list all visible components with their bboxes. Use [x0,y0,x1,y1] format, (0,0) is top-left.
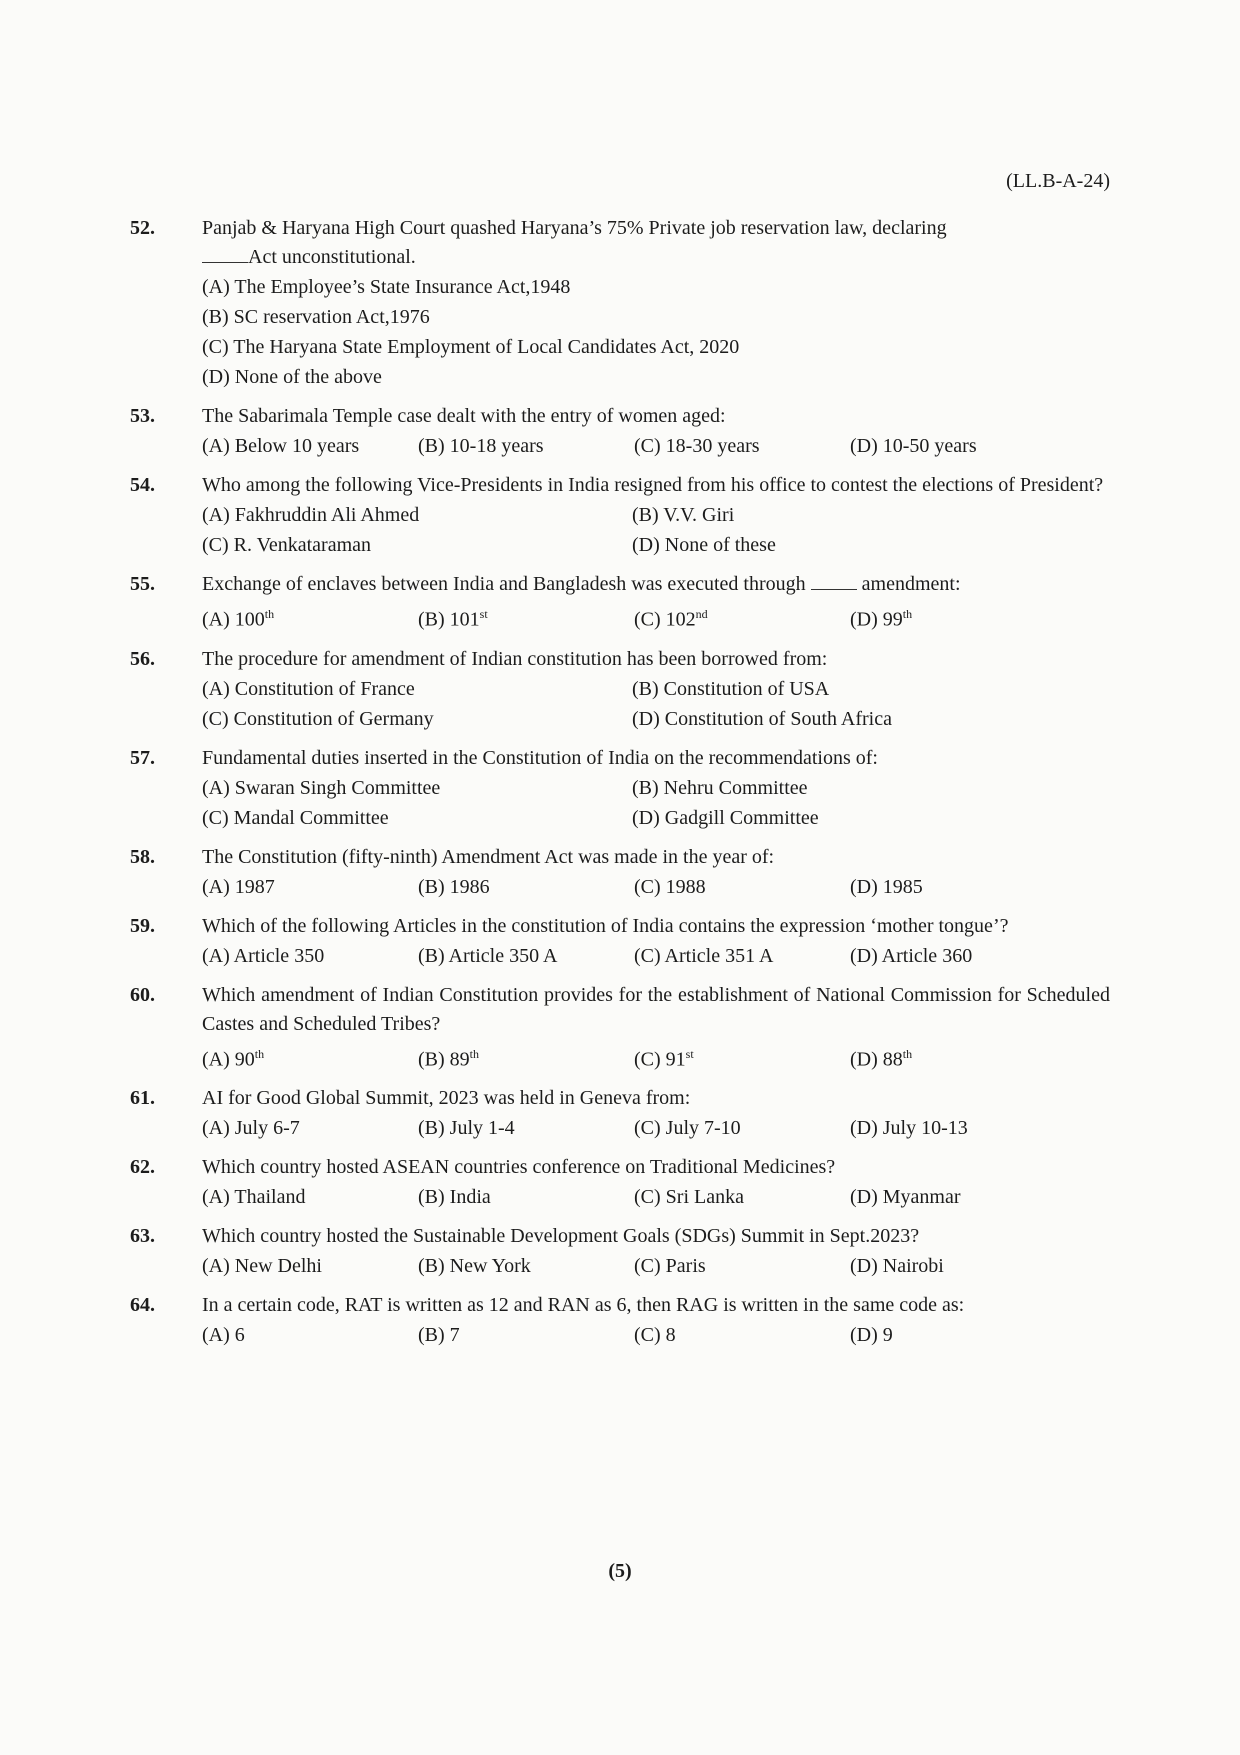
page-number: (5) [608,1560,632,1582]
option-a: (A) Article 350 [202,944,325,967]
option-d: (D) None of the above [202,366,382,388]
question-59 [130,912,1110,971]
option-c: (C) 8 [634,1324,676,1347]
question-53 [130,402,1110,461]
question-text: Which country hosted ASEAN countries conference on Traditional Medicines? [202,1156,836,1179]
option-b: (B) V.V. Giri [632,504,735,526]
option-list [202,500,1110,560]
question-number: 56. [130,647,155,670]
blank-line [811,572,857,590]
question-list [130,214,1110,1360]
question-number: 54. [130,474,155,496]
option-b: (B) SC reservation Act,1976 [202,306,430,328]
question-number: 53. [130,405,155,427]
question-number: 55. [130,573,155,595]
question-text: Which country hosted the Sustainable Development Goals (SDGs) Summit in Sept.2023? [202,1225,920,1248]
question-text: The Constitution (fifty-ninth) Amendment Act was made in the year of: [202,845,775,868]
option-b: (B) Nehru Committee [632,776,808,799]
question-number: 57. [130,746,155,769]
question-56 [130,645,1110,734]
paper-code: (LL.B-A-24) [1006,170,1110,192]
option-b: (B) New York [418,1255,531,1278]
question-text: The Sabarimala Temple case dealt with the entry of women aged: [202,405,726,427]
option-c: (C) R. Venkataraman [202,534,372,556]
option-a: (A) 6 [202,1324,245,1347]
option-d: (D) 10-50 years [850,435,977,457]
question-number: 62. [130,1156,155,1179]
question-number: 60. [130,983,155,1006]
question-text: In a certain code, RAT is written as 12 and RAN as 6, then RAG is written in the same code as: [202,1294,965,1317]
option-b: (B) July 1-4 [418,1117,515,1140]
option-list [202,599,1110,635]
question-text: Which amendment of Indian Constitution provides for the establishment of National Commission for Scheduled Castes and Scheduled Tribes? [202,983,1110,1035]
option-c: (C) 1988 [634,875,706,898]
question-text: Exchange of enclaves between India and Bangladesh was executed through amendment: [202,573,961,595]
option-list [202,1251,1110,1281]
question-text: AI for Good Global Summit, 2023 was held in Geneva from: [202,1087,691,1110]
option-c: (C) July 7-10 [634,1117,741,1140]
option-list [202,941,1110,971]
option-d: (D) July 10-13 [850,1117,968,1140]
option-a: (A) July 6-7 [202,1117,300,1140]
option-list [202,1039,1110,1075]
option-b: (B) 7 [418,1324,460,1347]
option-list [202,1113,1110,1143]
option-list [202,674,1110,734]
option-a: (A) New Delhi [202,1255,322,1278]
blank-line [202,245,248,263]
option-list [202,1182,1110,1212]
question-64 [130,1291,1110,1350]
option-d: (D) 1985 [850,875,923,898]
question-number: 63. [130,1225,155,1248]
option-d: (D) Constitution of South Africa [632,707,892,730]
option-c: (C) Constitution of Germany [202,707,434,730]
option-d: (D) Gadgill Committee [632,806,819,829]
option-d: (D) Article 360 [850,944,973,967]
option-c: (C) Article 351 A [634,944,774,967]
question-number: 59. [130,914,155,937]
option-c: (C) 18-30 years [634,435,760,457]
option-a: (A) Below 10 years [202,435,360,457]
option-a: (A) The Employee’s State Insurance Act,1948 [202,276,571,298]
question-55 [130,570,1110,635]
option-c: (C) 102nd [634,607,708,631]
option-d: (D) None of these [632,534,776,556]
option-d: (D) 88th [850,1046,913,1071]
question-62 [130,1153,1110,1212]
option-a: (A) Swaran Singh Committee [202,776,441,799]
option-list [202,773,1110,833]
option-a: (A) Thailand [202,1186,306,1209]
option-b: (B) 101st [418,607,488,631]
option-b: (B) 1986 [418,875,490,898]
option-a: (A) Constitution of France [202,677,415,700]
question-number: 61. [130,1087,155,1110]
option-b: (B) Constitution of USA [632,677,830,700]
question-63 [130,1222,1110,1281]
option-c: (C) Mandal Committee [202,806,389,829]
question-57 [130,744,1110,833]
question-58 [130,843,1110,902]
option-b: (B) 10-18 years [418,435,544,457]
option-a: (A) 90th [202,1046,265,1071]
question-number: 58. [130,845,155,868]
option-d: (D) Nairobi [850,1255,944,1278]
option-c: (C) 91st [634,1046,694,1071]
option-c: (C) Paris [634,1255,706,1278]
option-d: (D) 9 [850,1324,893,1347]
option-a: (A) 1987 [202,875,275,898]
question-text: The procedure for amendment of Indian constitution has been borrowed from: [202,647,828,670]
question-text: Which of the following Articles in the constitution of India contains the expression ‘mother tongue’? [202,914,1009,937]
question-text: Fundamental duties inserted in the Constitution of India on the recommendations of: [202,746,878,769]
option-b: (B) Article 350 A [418,944,558,967]
question-number: 64. [130,1294,155,1317]
question-number: 52. [130,217,155,239]
question-60 [130,981,1110,1075]
option-list [202,872,1110,902]
option-a: (A) 100th [202,607,275,631]
question-61 [130,1084,1110,1143]
option-a: (A) Fakhruddin Ali Ahmed [202,504,420,526]
question-54 [130,471,1110,560]
question-52 [130,214,1110,392]
question-text: Panjab & Haryana High Court quashed Haryana’s 75% Private job reservation law, declaring Act unconstitutional. [202,217,947,268]
option-list [202,272,1110,392]
question-text: Who among the following Vice-Presidents in India resigned from his office to contest the elections of President? [202,474,1104,496]
option-b: (B) 89th [418,1046,480,1071]
option-list [202,1320,1110,1350]
option-c: (C) The Haryana State Employment of Local Candidates Act, 2020 [202,336,740,358]
option-list [202,431,1110,461]
option-c: (C) Sri Lanka [634,1186,744,1209]
option-d: (D) Myanmar [850,1186,961,1209]
option-d: (D) 99th [850,607,913,631]
option-b: (B) India [418,1186,491,1209]
